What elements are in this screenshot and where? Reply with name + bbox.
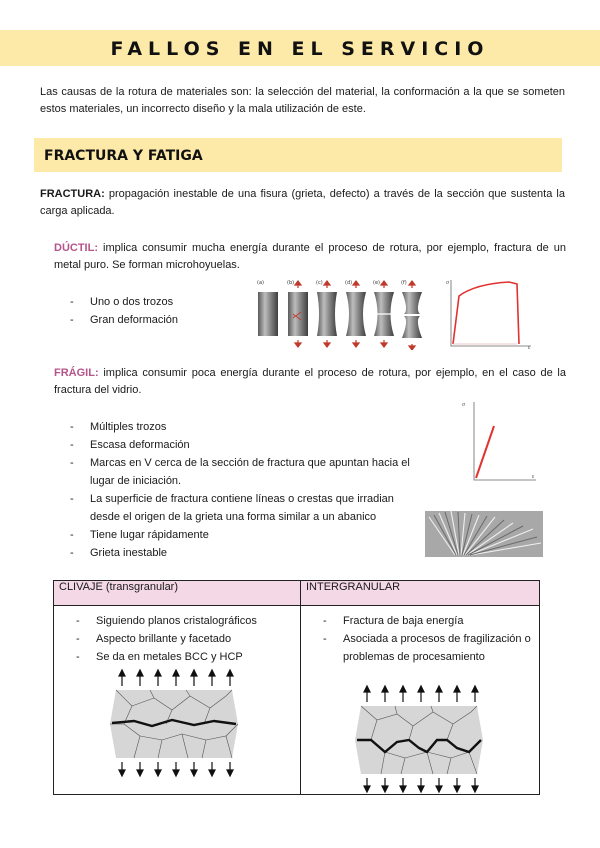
- table-header-clivaje: CLIVAJE (transgranular): [54, 581, 301, 606]
- ductil-paragraph: [54, 240, 566, 274]
- y-axis-label: σ: [446, 280, 450, 286]
- fragil-bullets: [70, 418, 410, 562]
- fractura-paragraph: [40, 186, 565, 220]
- fracture-comparison-table: [53, 580, 540, 795]
- specimen-a: [258, 292, 278, 336]
- list-item: - Siguiendo planos cristalográficos: [76, 612, 300, 630]
- ductile-specimens-figure: [255, 278, 425, 350]
- list-item: - Fractura de baja energía: [323, 612, 539, 630]
- stage-label: (f): [401, 280, 407, 286]
- list-item: - Uno o dos trozos: [70, 293, 178, 311]
- title-banner: [0, 30, 600, 66]
- intro-paragraph: Las causas de la rotura de materiales son: la selección del material, la conformación a la que se someten estos materiales, un incorrecto diseño y la mala utilización de este.: [40, 86, 565, 115]
- tension-arrows-bottom: [119, 762, 233, 776]
- fragil-paragraph: [54, 365, 566, 399]
- section-title: FRACTURA Y FATIGA: [44, 148, 203, 164]
- list-item: - Marcas en V cerca de la sección de fractura que apuntan hacia el lugar de iniciación.: [70, 454, 410, 490]
- page-title: FALLOS EN EL SERVICIO: [110, 38, 490, 60]
- tension-arrows-bottom: [364, 778, 478, 792]
- list-item: - Aspecto brillante y facetado: [76, 630, 300, 648]
- stage-label: (d): [345, 280, 353, 286]
- table-header-intergranular: INTERGRANULAR: [301, 581, 540, 606]
- x-axis-label: ε: [528, 345, 531, 350]
- fracture-surface-photo: [425, 511, 543, 557]
- ductil-term: DÚCTIL:: [54, 242, 98, 254]
- list-item: - Múltiples trozos: [70, 418, 410, 436]
- intergranular-diagram: [301, 682, 539, 794]
- fractura-term: FRACTURA:: [40, 188, 105, 200]
- table-cell-clivaje: [54, 606, 301, 795]
- specimen-d: [346, 292, 366, 336]
- specimen-f-top: [402, 292, 422, 314]
- fragil-text: implica consumir poca energía durante el proceso de rotura, por ejemplo, en el caso de la fractura del vidrio.: [54, 367, 566, 396]
- list-item: - Gran deformación: [70, 311, 178, 329]
- stage-label: (c): [316, 280, 323, 286]
- tension-arrows-top: [364, 686, 478, 702]
- list-item: - La superficie de fractura contiene líneas o crestas que irradian desde el origen de la grieta una forma similar a un abanico: [70, 490, 410, 526]
- tension-arrows-top: [119, 670, 233, 686]
- list-item: - Escasa deformación: [70, 436, 410, 454]
- fractura-text: propagación inestable de una fisura (grieta, defecto) a través de la sección que sustenta la carga aplicada.: [40, 188, 565, 217]
- brittle-curve: [476, 426, 494, 478]
- clivaje-list: [76, 612, 300, 666]
- section-header: [34, 138, 562, 172]
- brittle-stress-strain-graph: [458, 398, 538, 484]
- stage-label: (e): [373, 280, 380, 286]
- ductil-text: implica consumir mucha energía durante el proceso de rotura, por ejemplo, fractura de un metal puro. Se forman microhoyuelas.: [54, 242, 566, 271]
- ductil-bullets: [70, 293, 178, 329]
- axes: [474, 402, 536, 480]
- grain-block: [110, 690, 238, 758]
- x-axis-label: ε: [532, 474, 535, 480]
- specimen-f-bottom: [402, 316, 422, 338]
- list-item: - Grieta inestable: [70, 544, 410, 562]
- stage-label: (b): [287, 280, 295, 286]
- table-cell-intergranular: [301, 606, 540, 795]
- intergranular-list: [323, 612, 539, 666]
- stage-label: (a): [257, 280, 264, 286]
- list-item: - Tiene lugar rápidamente: [70, 526, 410, 544]
- list-item: - Asociada a procesos de fragilización o problemas de procesamiento: [323, 630, 539, 666]
- y-axis-label: σ: [462, 402, 466, 408]
- transgranular-diagram: [54, 666, 298, 778]
- ductile-curve: [453, 282, 519, 344]
- grain-block: [355, 706, 483, 774]
- fragil-term: FRÁGIL:: [54, 367, 99, 379]
- ductile-stress-strain-graph: [445, 278, 535, 350]
- list-item: - Se da en metales BCC y HCP: [76, 648, 300, 666]
- specimen-c: [317, 292, 337, 336]
